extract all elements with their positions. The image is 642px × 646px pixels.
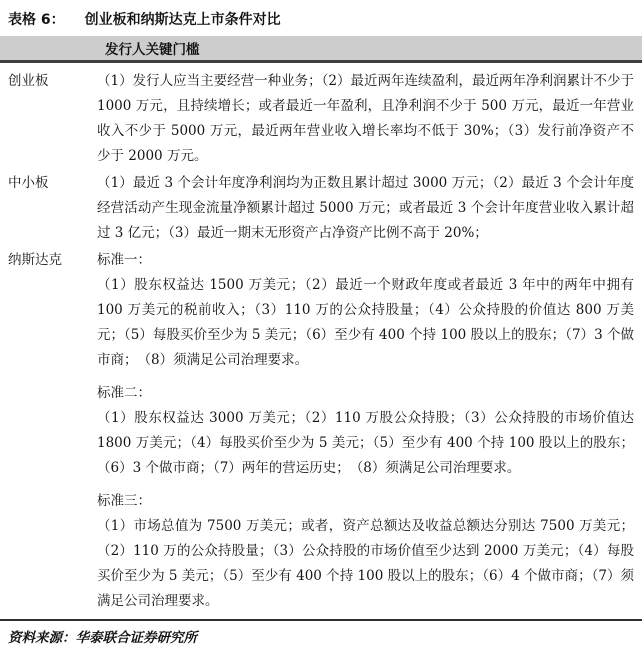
table-caption-title: 创业板和纳斯达克上市条件对比 [84,12,281,28]
table-body [0,63,642,614]
table-row-chinext [0,67,642,169]
source-note-text: 华泰联合证券研究所 [75,630,197,646]
row-content-nasdaq [97,246,642,614]
nasdaq-standard-2-conditions: （1）股东权益达 3000 万美元；（2）110 万股公众持股；（3）公众持股的市场价值达 1800 万美元；（4）每股买价至少为 5 美元；（5）至少有 400 个持 100 股以上的股东；（6）3 个做市商；（7）两年的营运历史； （8）须满足公司治理要求。 [97,410,634,476]
row-label-chinext: 创业板 [8,73,49,89]
table-row-sme-board [0,169,642,246]
row-label-sme-board: 中小板 [8,175,49,191]
nasdaq-standard-3-heading: 标准三： [97,493,151,509]
nasdaq-standard-1-heading: 标准一： [97,252,151,268]
nasdaq-standard-1-conditions: （1）股东权益达 1500 万美元；（2）最近一个财政年度或者最近 3 年中的两年中拥有 100 万美元的税前收入；（3）110 万的公众持股量；（4）公众持股的价值达 800 万美元；（5）每股买价至少为 5 美元；（6）至少有 400 个持 100 股以上的股东；（7）3 个做市商； （8）须满足公司治理要求。 [97,277,634,368]
source-note-label: 资料来源： [8,630,76,646]
nasdaq-standard-2-heading: 标准二： [97,385,151,401]
table-header-row [0,36,642,63]
table-caption [0,0,642,36]
table-header-issuer-threshold: 发行人关键门槛 [105,42,200,58]
nasdaq-standard-3-conditions: （1）市场总值为 7500 万美元；或者，资产总额达及收益总额达分别达 7500 万美元；（2）110 万的公众持股量；（3）公众持股的市场价值至少达到 2000 万美元；（4）每股买价至少为 5 美元；（5）至少有 400 个持 100 股以上的股东；（6）4 个做市商；（7）须满足公司治理要求。 [97,518,634,609]
row-label-nasdaq: 纳斯达克 [8,252,62,268]
sme-board-conditions-paragraph: （1）最近 3 个会计年度净利润均为正数且累计超过 3000 万元；（2）最近 3 个会计年度经营活动产生现金流量净额累计超过 5000 万元；或者最近 3 个会计年度营业收入累计超过 3 亿元；（3）最近一期末无形资产占净资产比例不高于 20%； [97,175,634,241]
table-caption-number: 表格 6： [8,12,65,28]
source-note [0,619,642,646]
table-row-nasdaq [0,246,642,614]
row-content-chinext [97,67,642,169]
chinext-conditions-paragraph: （1）发行人应当主要经营一种业务；（2）最近两年连续盈利，最近两年净利润累计不少于 1000 万元，且持续增长；或者最近一年盈利，且净利润不少于 500 万元，最近一年营业收入不少于 5000 万元，最近两年营业收入增长率均不低于 30%；（3）发行前净资产不少于 2000 万元。 [97,73,634,164]
row-content-sme-board [97,169,642,246]
